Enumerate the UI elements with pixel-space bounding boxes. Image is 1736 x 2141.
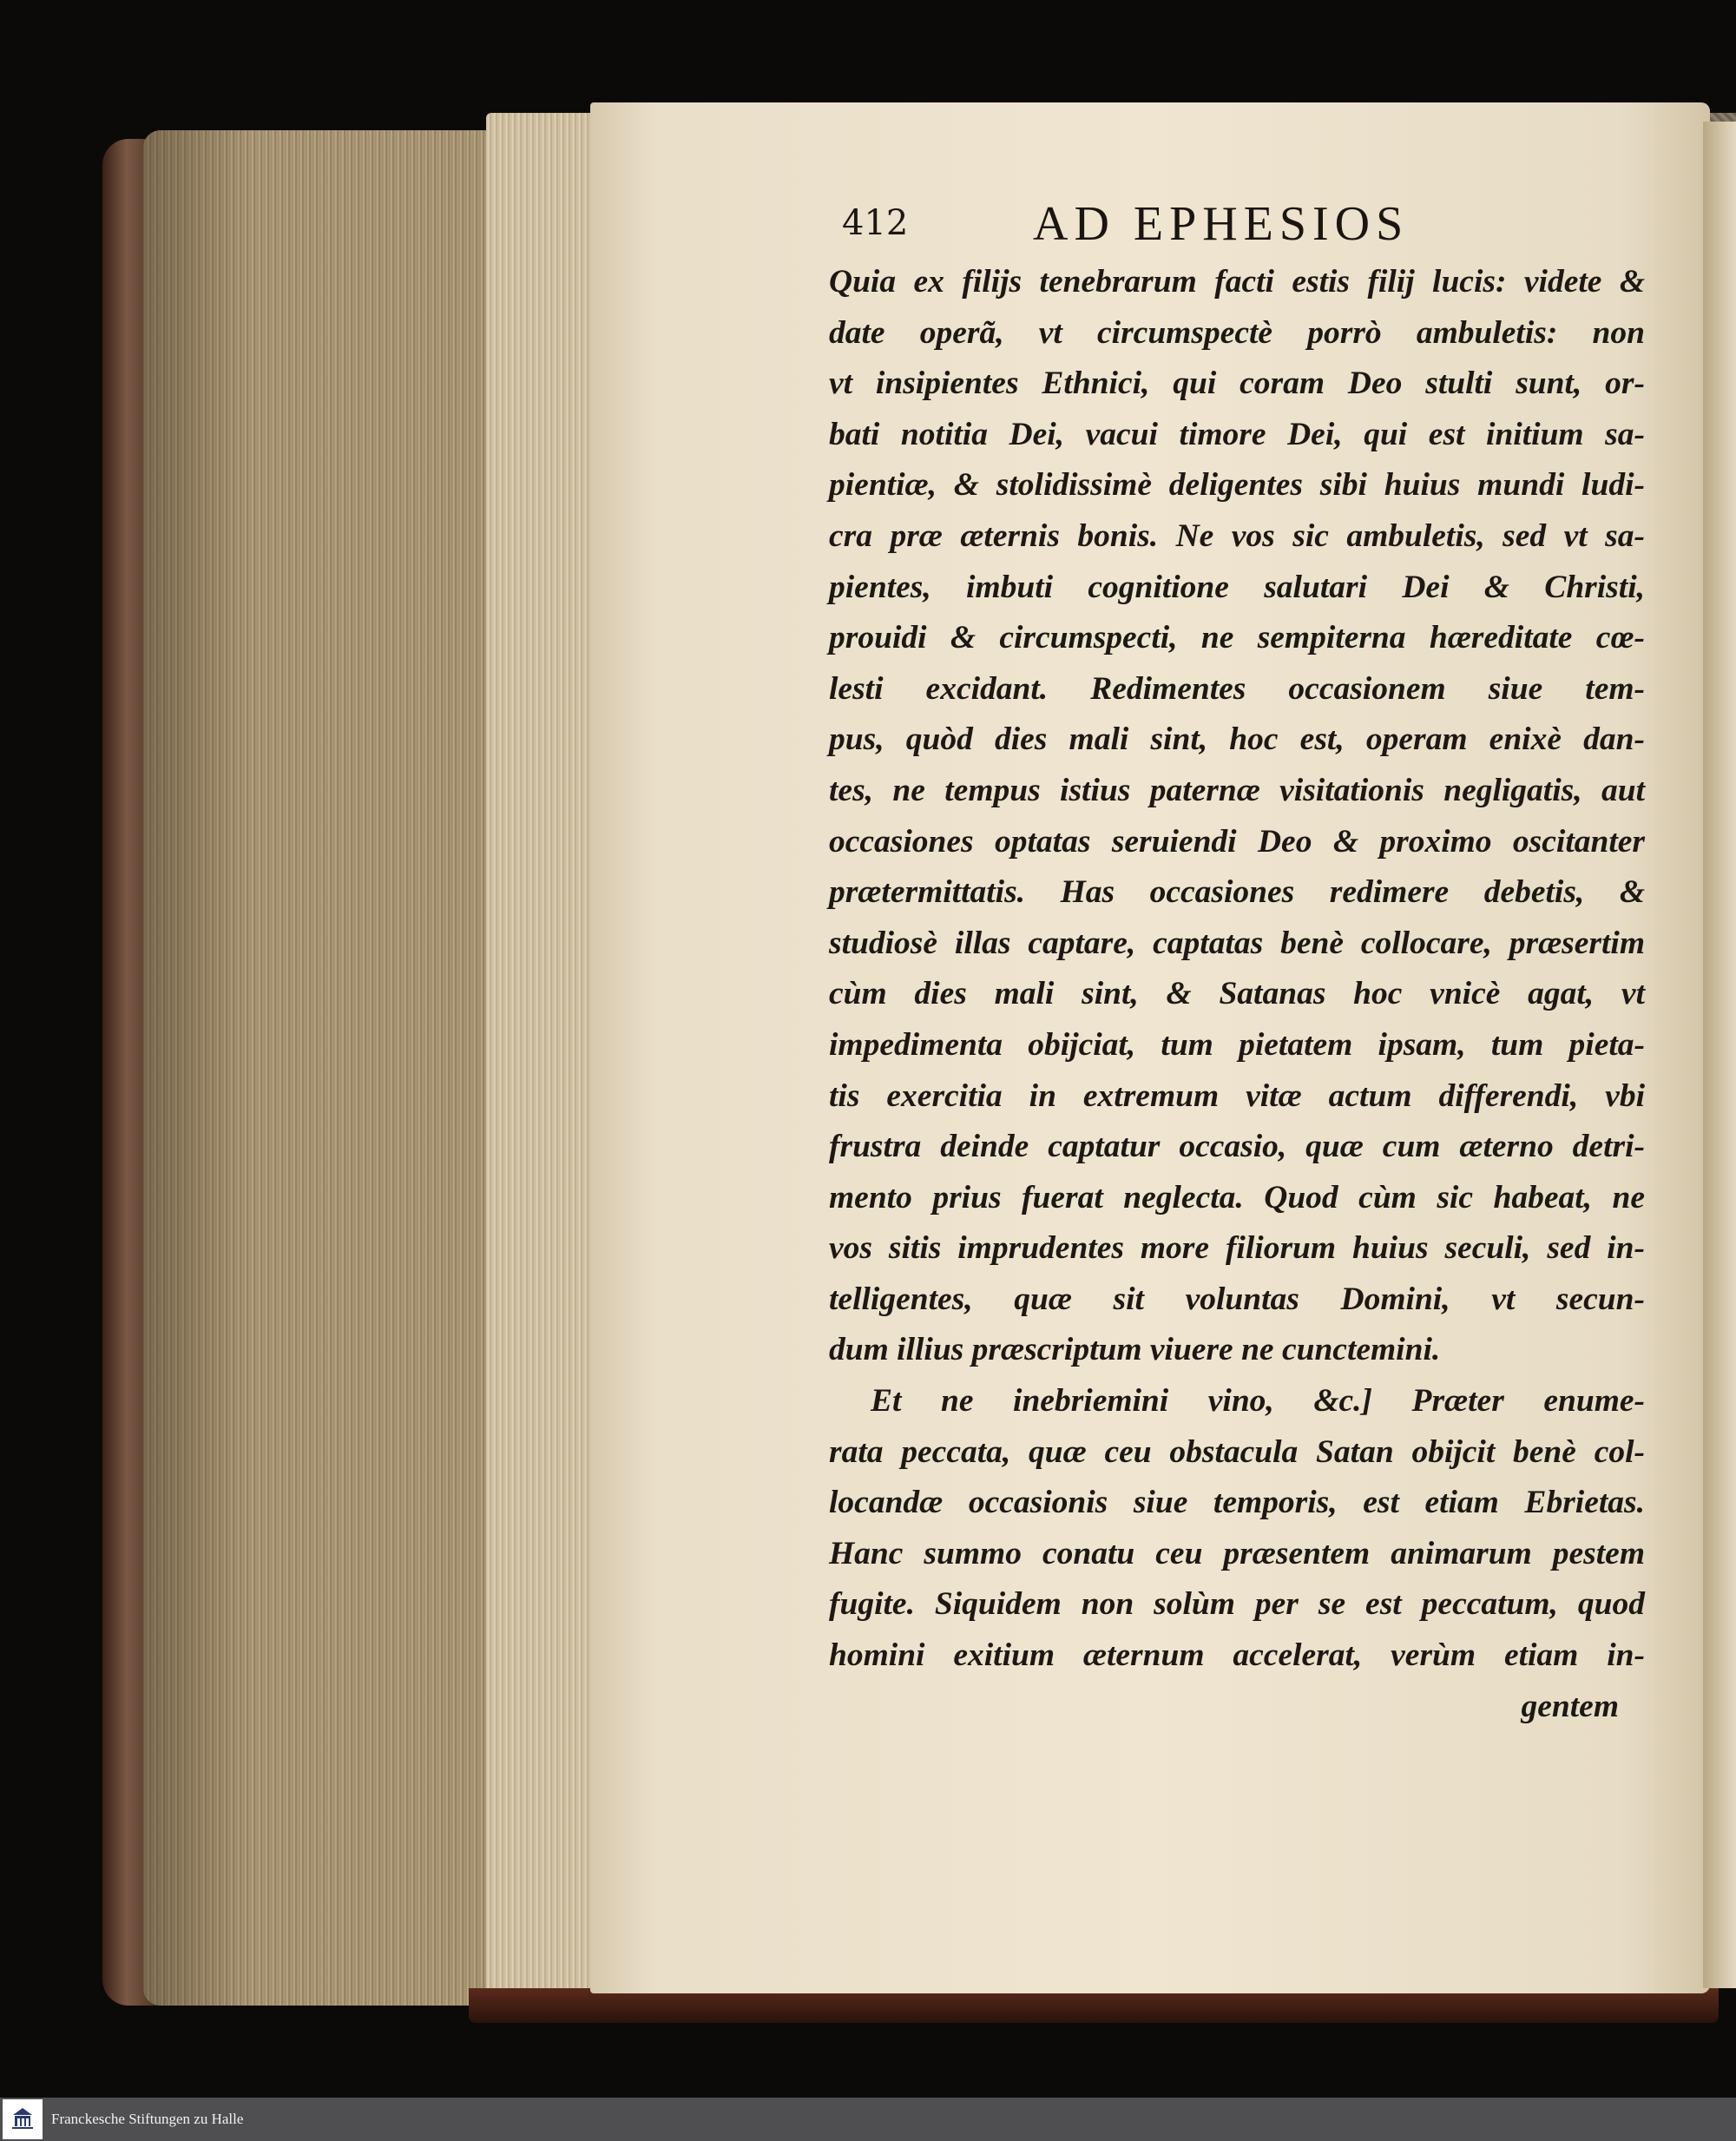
text-line: rata peccata, quæ ceu obstacula Satan obijcit benè col- [829,1433,1645,1470]
text-line: date operã, vt circumspectè porrò ambuletis: non [829,314,1645,351]
text-line: studiosè illas captare, captatas benè collocare, præsertim [829,925,1645,961]
page-stack [486,113,599,2006]
text-line: cùm dies mali sint, & Satanas hoc vnicè agat, vt [829,976,1645,1012]
text-line: lesti excidant. Redimentes occasionem siue tem- [829,670,1645,707]
text-line: pientes, imbuti cognitione salutari Dei & Christi, [829,569,1645,605]
text-line: prouidi & circumspecti, ne sempiterna hæreditate cœ- [829,620,1645,656]
book-bottom-cover [469,1988,1719,2023]
body-text [829,257,1645,1732]
text-line: Quia ex filijs tenebrarum facti estis filij lucis: videte & [829,264,1645,300]
text-line: tes, ne tempus istius paternæ visitationis negligatis, aut [829,772,1645,808]
text-line: homini exitium æternum accelerat, verùm etiam in- [829,1637,1645,1674]
text-line: bati notitia Dei, vacui timore Dei, qui est initium sa- [829,416,1645,452]
facing-page-edge [1703,122,1736,1988]
text-line: occasiones optatas seruiendi Deo & proximo oscitanter [829,823,1645,860]
text-line: dum illius præscriptum viuere ne cunctemini. [829,1332,1441,1368]
text-line: pientiæ, & stolidissimè deligentes sibi huius mundi ludi- [829,467,1645,504]
text-line: telligentes, quæ sit voluntas Domini, vt secun- [829,1281,1645,1317]
text-line: Hanc summo conatu ceu præsentem animarum pestem [829,1535,1645,1571]
text-line: Et ne inebriemini vino, &c.] Præter enume- [871,1383,1645,1420]
catchword: gentem [1521,1688,1619,1724]
running-title: AD EPHESIOS [1033,197,1410,251]
text-line: fugite. Siquidem non solùm per se est peccatum, quod [829,1586,1645,1623]
text-line: frustra deinde captatur occasio, quæ cum æterno detri- [829,1129,1645,1165]
text-line: tis exercitia in extremum vitæ actum differendi, vbi [829,1077,1645,1114]
text-line: locandæ occasionis siue temporis, est etiam Ebrietas. [829,1485,1645,1521]
text-line: vos sitis imprudentes more filiorum huius seculi, sed in- [829,1230,1645,1267]
text-line: impedimenta obijciat, tum pietatem ipsam, tum pieta- [829,1026,1645,1063]
institution-name: Franckesche Stiftungen zu Halle [51,2111,244,2127]
text-line: prætermittatis. Has occasiones redimere debetis, & [829,874,1645,911]
text-line: mento prius fuerat neglecta. Quod cùm sic habeat, ne [829,1179,1645,1215]
institution-logo-icon [3,2099,43,2139]
text-line: pus, quòd dies mali sint, hoc est, operam enixè dan- [829,721,1645,758]
page-number: 412 [842,203,909,243]
running-head [842,196,1502,257]
footer-bar [0,2098,1736,2141]
text-line: vt insipientes Ethnici, qui coram Deo stulti sunt, or- [829,366,1645,402]
text-line: cra præ æternis bonis. Ne vos sic ambuletis, sed vt sa- [829,517,1645,554]
